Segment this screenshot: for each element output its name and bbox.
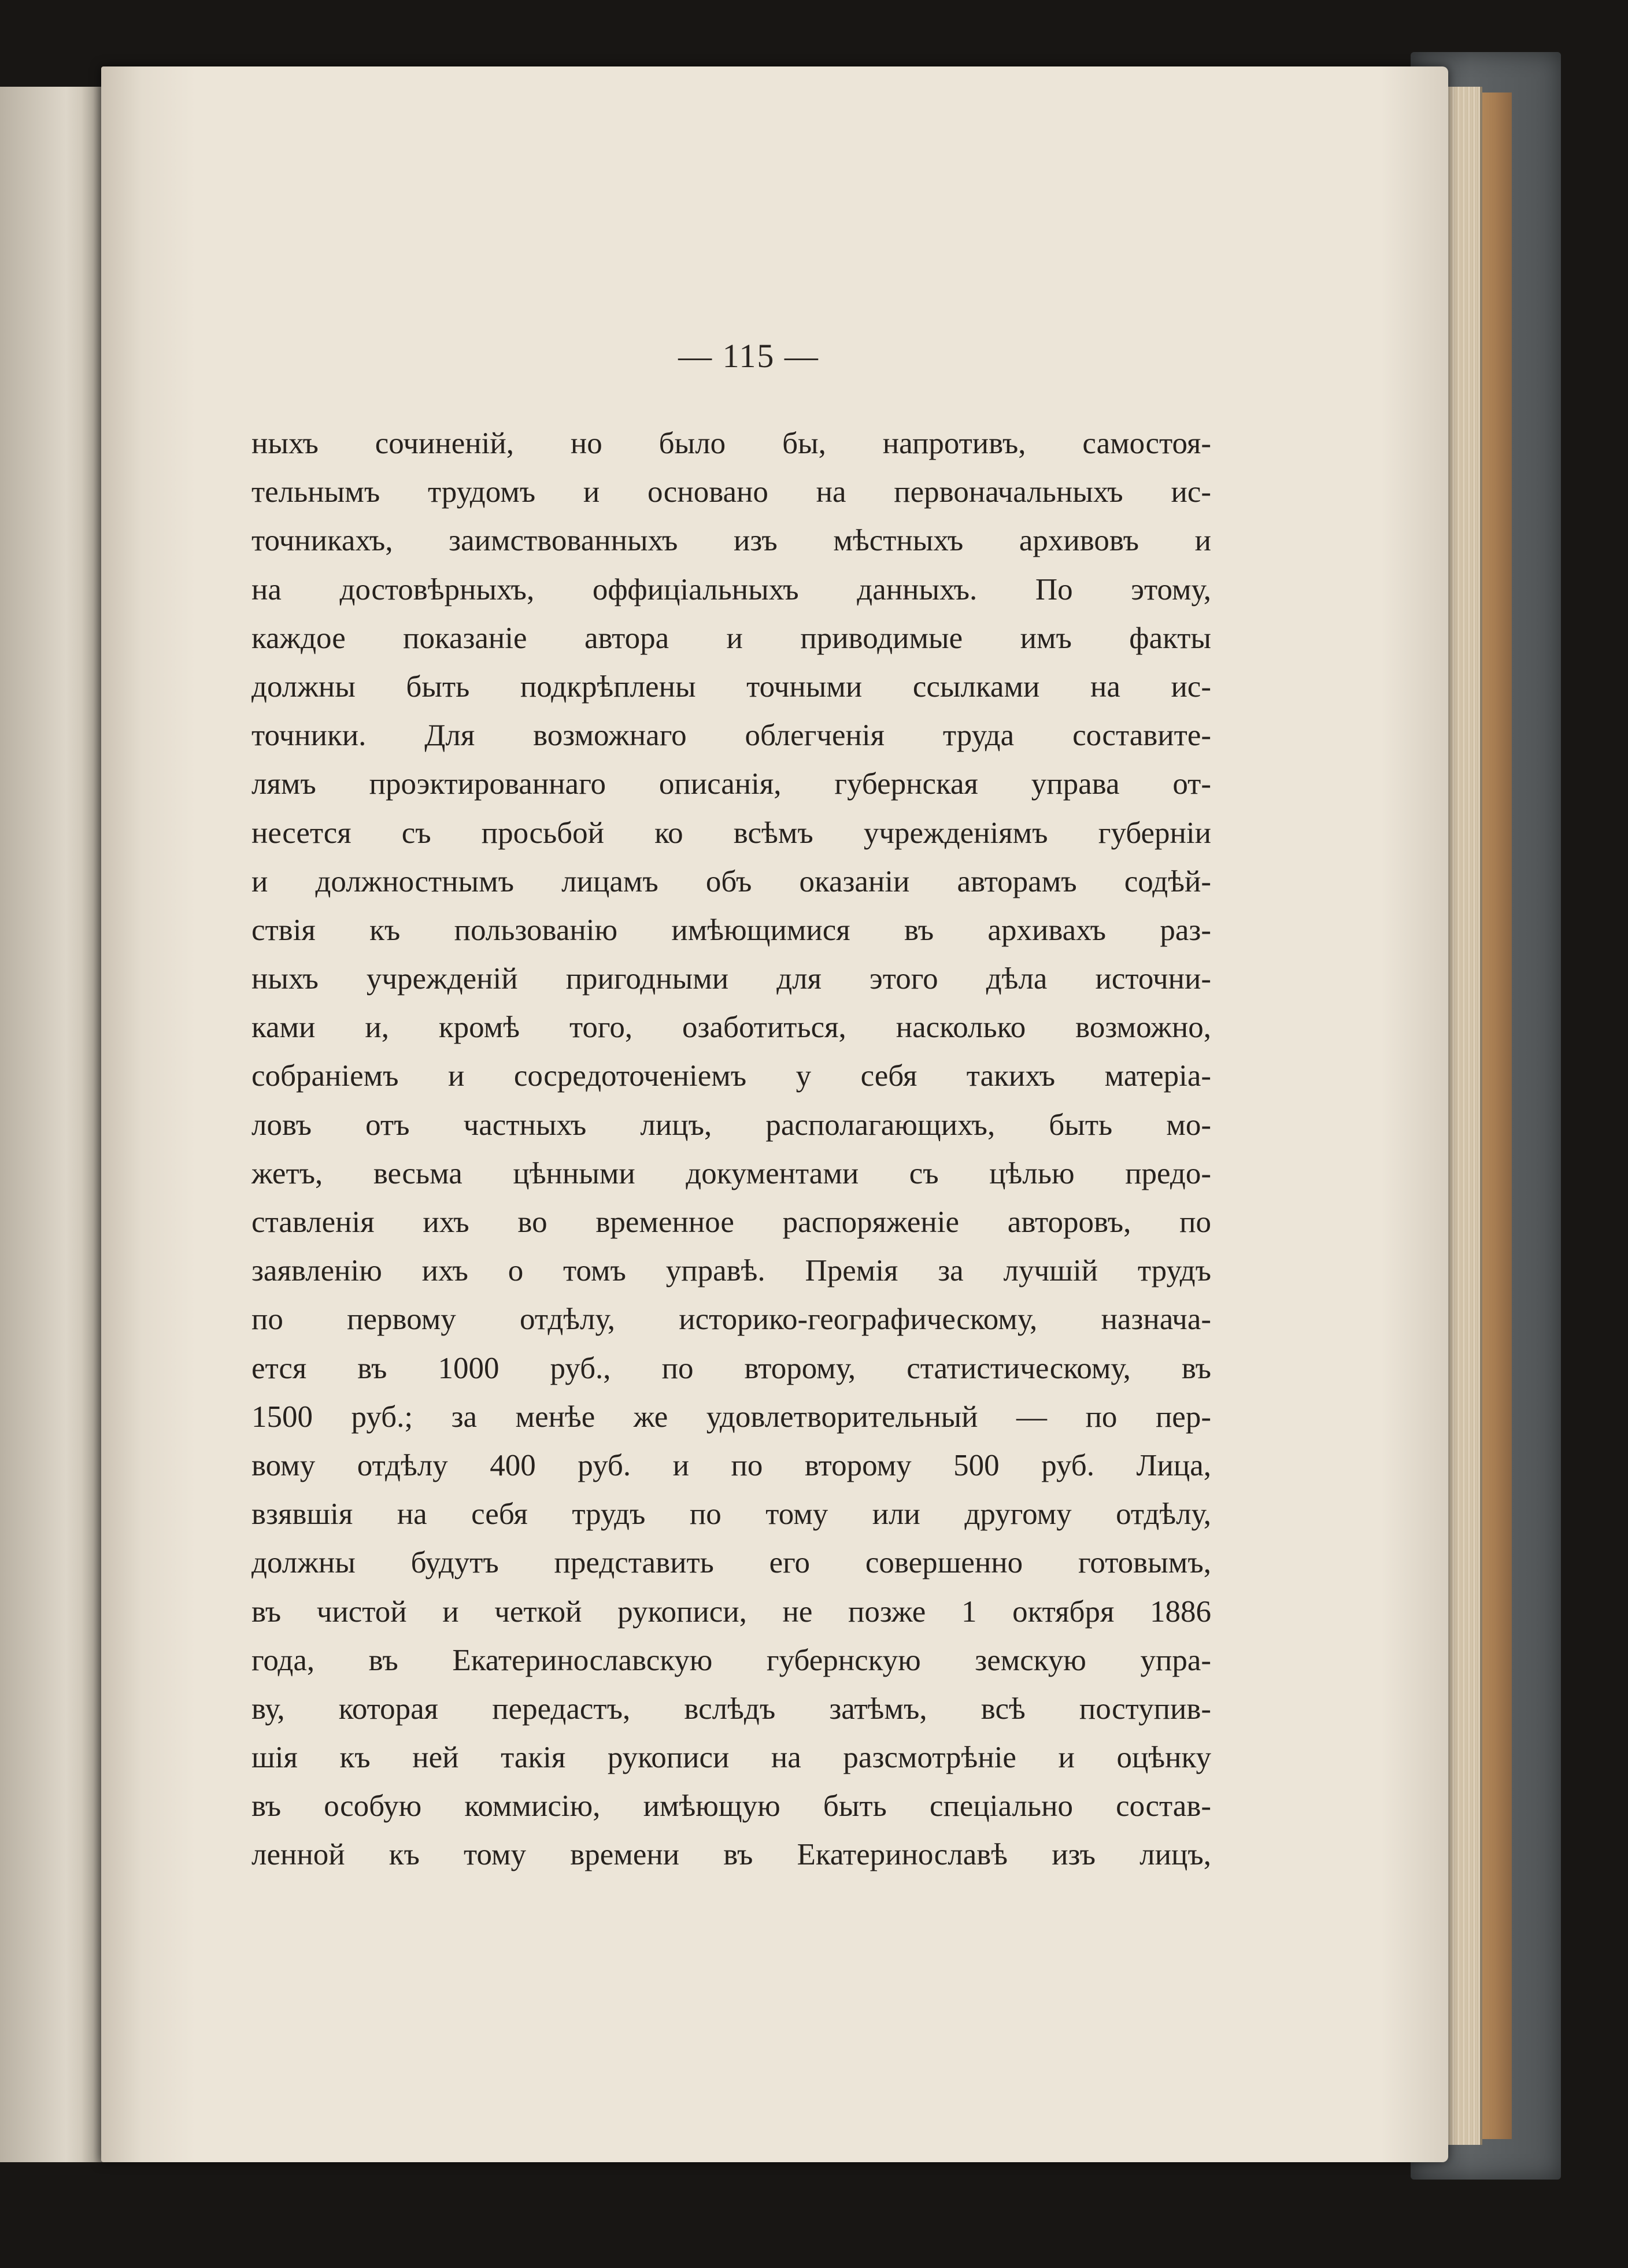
- text-line: ленной къ тому времени въ Екатеринославѣ изъ лицъ,: [251, 1838, 1211, 1872]
- text-line: на достовѣрныхъ, оффиціальныхъ данныхъ. По этому,: [251, 572, 1211, 606]
- text-line: ву, которая передастъ, вслѣдъ затѣмъ, всѣ поступив-: [251, 1692, 1211, 1726]
- text-line: ловъ отъ частныхъ лицъ, располагающихъ, быть мо-: [251, 1108, 1211, 1142]
- text-line: вому отдѣлу 400 руб. и по второму 500 руб. Лица,: [251, 1448, 1211, 1482]
- text-line: ствія къ пользованію имѣющимися въ архивахъ раз-: [251, 913, 1211, 947]
- text-line: ныхъ учрежденій пригодными для этого дѣла источни-: [251, 962, 1211, 996]
- text-line: года, въ Екатеринославскую губернскую земскую упра-: [251, 1643, 1211, 1677]
- text-line: ставленія ихъ во временное распоряженіе авторовъ, по: [251, 1205, 1211, 1239]
- text-line: 1500 руб.; за менѣе же удовлетворительный — по пер-: [251, 1400, 1211, 1434]
- text-line: по первому отдѣлу, историко-географическому, назнача-: [251, 1303, 1211, 1337]
- text-line: шія къ ней такія рукописи на разсмотрѣніе и оцѣнку: [251, 1741, 1211, 1775]
- text-line: въ особую коммисію, имѣющую быть спеціально состав-: [251, 1789, 1211, 1823]
- text-line: несется съ просьбой ко всѣмъ учрежденіямъ губерніи: [251, 816, 1211, 850]
- body-text: [251, 419, 1211, 1879]
- text-line: собраніемъ и сосредоточеніемъ у себя такихъ матеріа-: [251, 1059, 1211, 1093]
- text-line: точники. Для возможнаго облегченія труда составите-: [251, 719, 1211, 753]
- page-number: — 115 —: [678, 337, 819, 375]
- text-line: въ чистой и четкой рукописи, не позже 1 октября 1886: [251, 1594, 1211, 1629]
- text-line: заявленію ихъ о томъ управѣ. Премія за лучшій трудъ: [251, 1254, 1211, 1288]
- text-line: должны быть подкрѣплены точными ссылками на ис-: [251, 669, 1211, 704]
- text-line: ныхъ сочиненій, но было бы, напротивъ, самостоя-: [251, 427, 1211, 460]
- text-line: должны будутъ представить его совершенно готовымъ,: [251, 1546, 1211, 1580]
- page-block-edge-dark: [1477, 93, 1512, 2139]
- text-line: жетъ, весьма цѣнными документами съ цѣлью предо-: [251, 1156, 1211, 1190]
- text-line: взявшія на себя трудъ по тому или другому отдѣлу,: [251, 1497, 1211, 1531]
- text-line: точникахъ, заимствованныхъ изъ мѣстныхъ архивовъ и: [251, 524, 1211, 558]
- text-line: каждое показаніе автора и приводимые имъ факты: [251, 621, 1211, 655]
- text-line: лямъ проэктированнаго описанія, губернская управа от-: [251, 767, 1211, 801]
- text-line: и должностнымъ лицамъ объ оказаніи авторамъ содѣй-: [251, 864, 1211, 898]
- text-line: ками и, кромѣ того, озаботиться, насколько возможно,: [251, 1011, 1211, 1045]
- text-line: ется въ 1000 руб., по второму, статистическому, въ: [251, 1351, 1211, 1385]
- text-line: тельнымъ трудомъ и основано на первоначальныхъ ис-: [251, 475, 1211, 509]
